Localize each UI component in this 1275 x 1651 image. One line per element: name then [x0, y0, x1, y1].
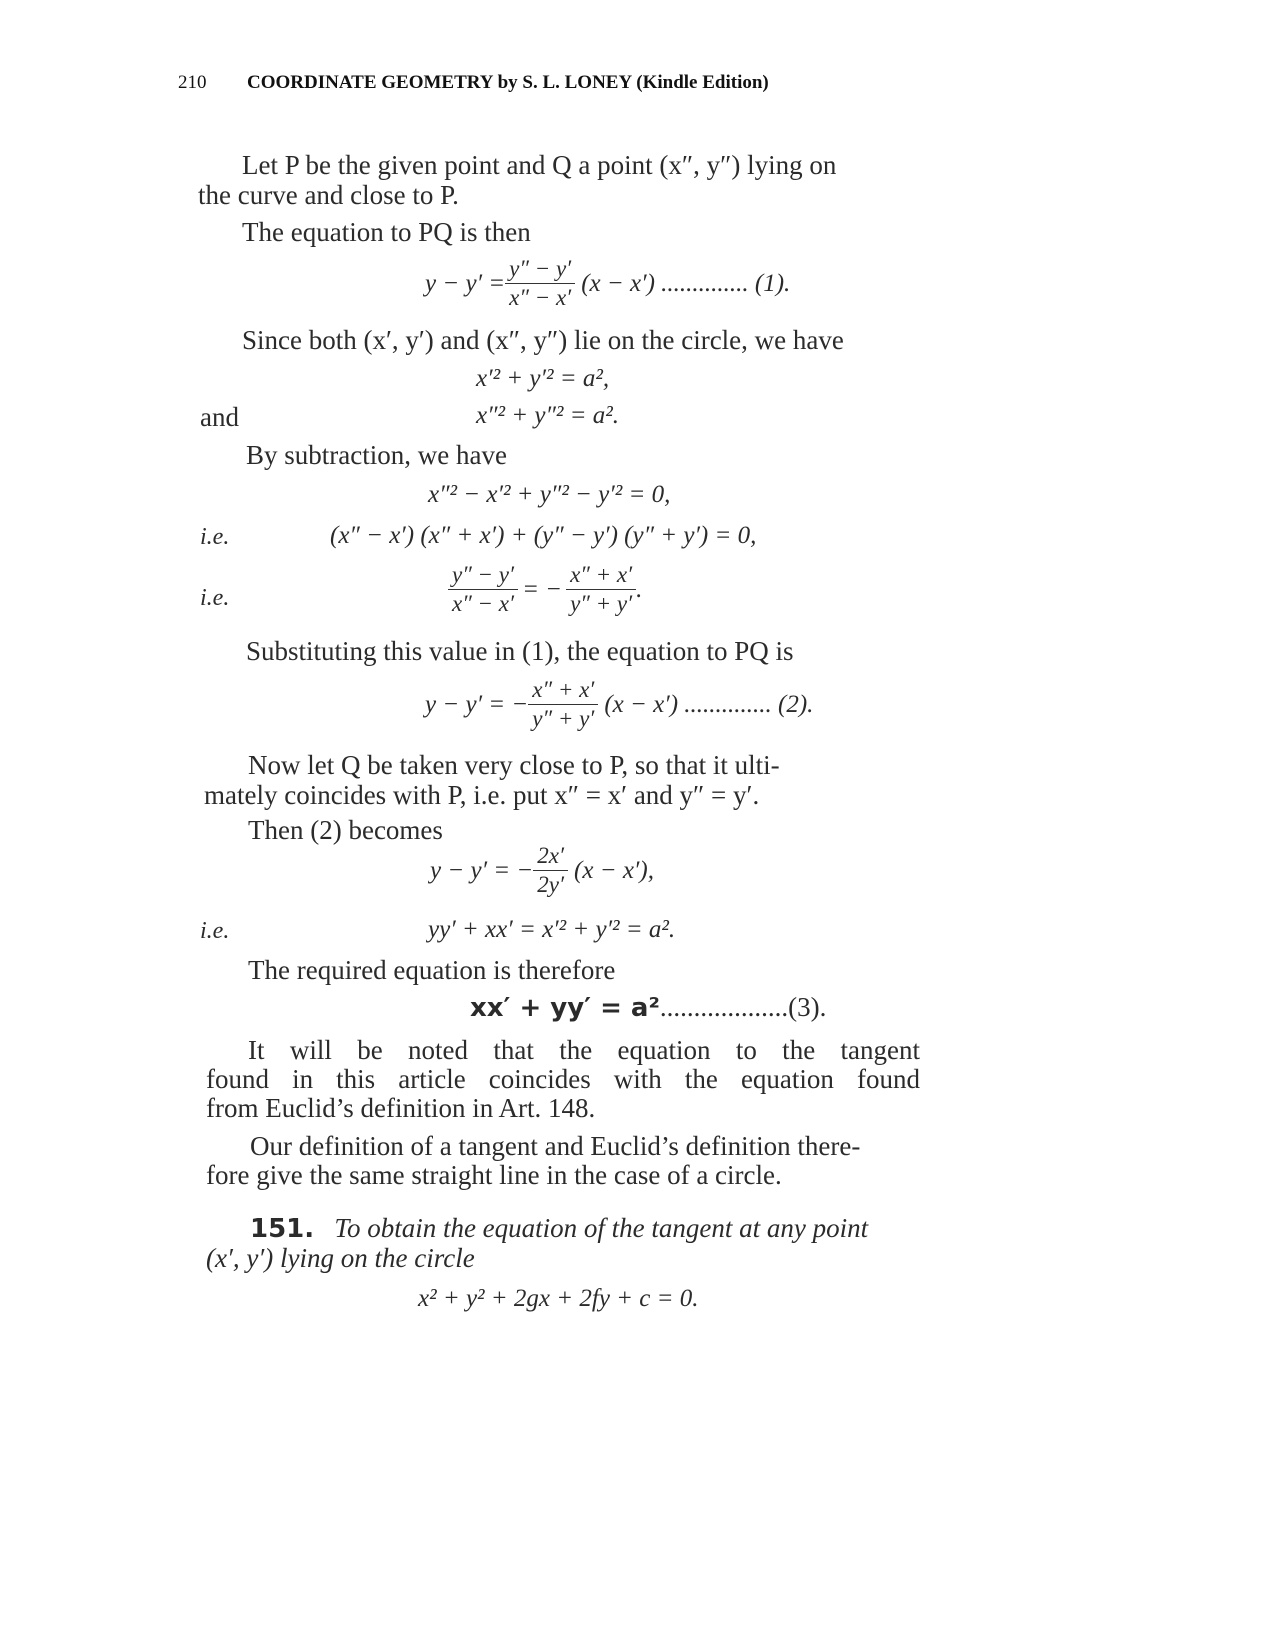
eq1-rhs: (x − x′) .............. (1).: [581, 269, 791, 297]
eq6-denominator: y″ + y′: [532, 706, 595, 731]
eq7-denominator: 2y′: [537, 872, 565, 897]
eq6-lhs: y − y′ = −: [425, 690, 529, 718]
equation-7: [430, 843, 654, 898]
ie-label: i.e.: [200, 918, 230, 944]
eq1-fraction: [505, 256, 575, 311]
paragraph-line: mately coincides with P, i.e. put x″ = x′ and y″ = y′.: [204, 780, 760, 810]
eq9-tail: ...................(3).: [659, 992, 827, 1022]
eq9-bold: xx′ + yy′ = a²: [470, 993, 660, 1023]
paragraph-line: It will be noted that the equation to the tangent: [248, 1035, 920, 1065]
eq5-mid: = −: [522, 575, 563, 603]
eq5-right-fraction: [566, 562, 636, 617]
paragraph-line: The equation to PQ is then: [242, 217, 531, 247]
running-title-text: COORDINATE GEOMETRY by S. L. LONEY (Kindle Edition): [247, 72, 769, 93]
paragraph-line: Now let Q be taken very close to P, so that it ulti-: [248, 750, 780, 780]
paragraph-line: Substituting this value in (1), the equation to PQ is: [246, 636, 794, 666]
paragraph-line: Our definition of a tangent and Euclid’s definition there-: [250, 1131, 861, 1161]
paragraph-line: found in this article coincides with the equation found: [206, 1064, 920, 1094]
paragraph-line: Let P be the given point and Q a point (x″, y″) lying on: [242, 150, 837, 180]
paragraph-line: The required equation is therefore: [248, 955, 616, 985]
equation-6: [425, 677, 813, 732]
eq7-fraction: [533, 843, 568, 898]
paragraph-line: fore give the same straight line in the case of a circle.: [206, 1160, 782, 1190]
eq6-rhs: (x − x′) .............. (2).: [604, 690, 814, 718]
equation-4: (x″ − x′) (x″ + x′) + (y″ − y′) (y″ + y′) = 0,: [330, 522, 757, 549]
ie-label: i.e.: [200, 524, 230, 550]
article-heading: [250, 1213, 868, 1244]
equation-8: yy′ + xx′ = x′² + y′² = a².: [428, 916, 676, 943]
eq7-lhs: y − y′ = −: [430, 856, 534, 884]
paragraph-line: Then (2) becomes: [248, 815, 443, 845]
eq7-numerator: 2x′: [533, 843, 568, 871]
equation-2b: x″² + y″² = a².: [476, 402, 619, 429]
paragraph-line: from Euclid’s definition in Art. 148.: [206, 1093, 596, 1123]
article-number: 151.: [250, 1214, 315, 1244]
equation-5: [448, 562, 642, 617]
eq5-right-denominator: y″ + y′: [570, 591, 633, 616]
paragraph-line: the curve and close to P.: [198, 180, 459, 210]
eq6-fraction: [528, 677, 598, 732]
page-number: 210: [178, 72, 207, 93]
eq5-left-numerator: y″ − y′: [448, 562, 518, 590]
eq5-end: .: [636, 575, 643, 603]
paragraph-line: Since both (x′, y′) and (x″, y″) lie on the circle, we have: [242, 325, 844, 355]
equation-9: [470, 992, 826, 1023]
equation-2a: x′² + y′² = a²,: [476, 365, 610, 392]
eq7-rhs: (x − x′),: [574, 856, 654, 884]
and-label: and: [200, 402, 239, 432]
eq5-left-fraction: [448, 562, 518, 617]
running-title: [247, 72, 769, 94]
eq1-denominator: x″ − x′: [509, 285, 572, 310]
ie-label: i.e.: [200, 585, 230, 611]
eq1-lhs: y − y′ =: [425, 269, 506, 297]
equation-3: x″² − x′² + y″² − y′² = 0,: [428, 481, 671, 508]
equation-10: x² + y² + 2gx + 2fy + c = 0.: [418, 1285, 699, 1312]
article-title: To obtain the equation of the tangent at any point: [334, 1213, 869, 1243]
equation-1: [425, 256, 790, 311]
eq5-right-numerator: x″ + x′: [566, 562, 636, 590]
eq6-numerator: x″ + x′: [528, 677, 598, 705]
article-title-line2: (x′, y′) lying on the circle: [206, 1243, 475, 1273]
eq1-numerator: y″ − y′: [505, 256, 575, 284]
eq5-left-denominator: x″ − x′: [452, 591, 515, 616]
paragraph-line: By subtraction, we have: [246, 440, 507, 470]
